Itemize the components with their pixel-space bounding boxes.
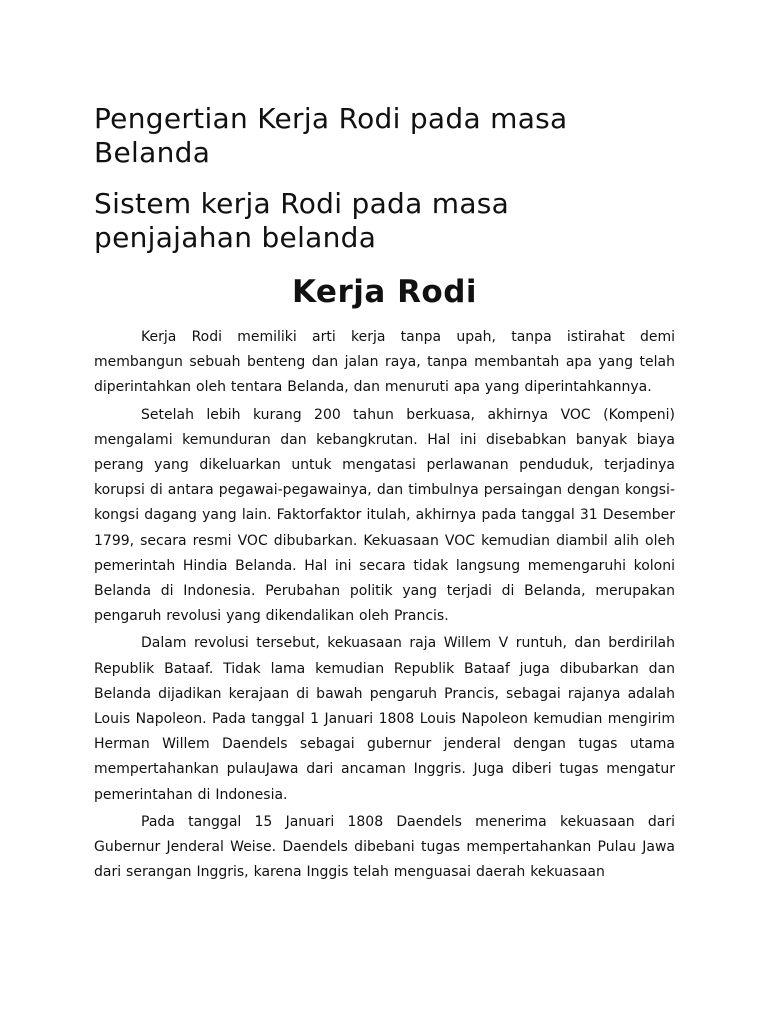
heading-definition: Pengertian Kerja Rodi pada masa Belanda — [94, 102, 568, 169]
paragraph-4: Pada tanggal 15 Januari 1808 Daendels menerima kekuasaan dari Gubernur Jenderal Weise. Daendels dibebani tugas mempertahankan Pulau Jawa dari serangan Inggris, karena Inggis telah menguasai daerah kekuasaan — [94, 813, 675, 881]
heading-system: Sistem kerja Rodi pada masa penjajahan belanda — [94, 187, 510, 254]
section-title: Kerja Rodi — [291, 274, 478, 310]
document-body — [94, 102, 675, 887]
paragraph-1: Kerja Rodi memiliki arti kerja tanpa upah, tanpa istirahat demi membangun sebuah benteng dan jalan raya, tanpa membantah apa yang telah diperintahkan oleh tentara Belanda, dan menuruti apa yang diperintahkannya. — [94, 329, 675, 396]
paragraph-3: Dalam revolusi tersebut, kekuasaan raja Willem V runtuh, dan berdirilah Republik Bataaf. Tidak lama kemudian Republik Bataaf juga dibubarkan dan Belanda dijadikan kerajaan di bawah pengaruh Prancis, sebagai rajanya adalah Louis Napoleon. Pada tanggal 1 Januari 1808 Louis Napoleon kemudian mengirim Herman Willem Daendels sebagai gubernur jenderal dengan tugas utama mempertahankan pulauJawa dari ancaman Inggris. Juga diberi tugas mengatur pemerintahan di Indonesia. — [94, 635, 675, 803]
paragraph-2: Setelah lebih kurang 200 tahun berkuasa, akhirnya VOC (Kompeni) mengalami kemunduran dan kebangkrutan. Hal ini disebabkan banyak biaya perang yang dikeluarkan untuk mengatasi perlawanan penduduk, terjadinya korupsi di antara pegawai-pegawainya, dan timbulnya persaingan dengan kongsi-kongsi dagang yang lain. Faktorfaktor itulah, akhirnya pada tanggal 31 Desember 1799, secara resmi VOC dibubarkan. Kekuasaan VOC kemudian diambil alih oleh pemerintah Hindia Belanda. Hal ini secara tidak langsung memengaruhi koloni Belanda di Indonesia. Perubahan politik yang terjadi di Belanda, merupakan pengaruh revolusi yang dikendalikan oleh Prancis. — [94, 406, 675, 625]
